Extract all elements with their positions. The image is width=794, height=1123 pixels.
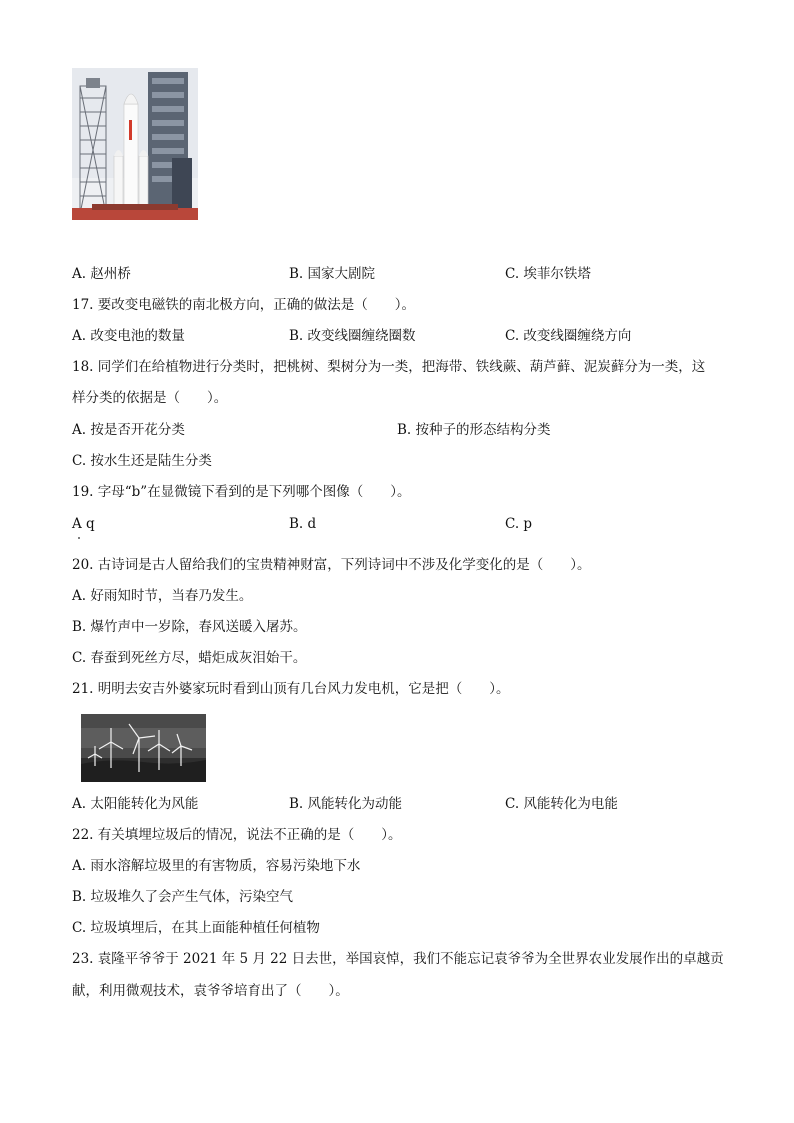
q21-option-b: B. 风能转化为动能 bbox=[289, 796, 403, 812]
wind-turbines-image bbox=[81, 714, 206, 782]
q19-stem: 19. 字母“b”在显微镜下看到的是下列哪个图像（ ）。 bbox=[72, 484, 411, 500]
q16-option-b: B. 国家大剧院 bbox=[289, 266, 376, 282]
q19-option-a: A q bbox=[72, 516, 95, 532]
rocket-launch-tower-image bbox=[72, 68, 198, 220]
q22-option-c: C. 垃圾填埋后，在其上面能种植任何植物 bbox=[72, 920, 320, 936]
q17-option-b: B. 改变线圈缠绕圈数 bbox=[289, 328, 416, 344]
q22-option-b: B. 垃圾堆久了会产生气体，污染空气 bbox=[72, 889, 294, 905]
q21-option-a: A. 太阳能转化为风能 bbox=[72, 796, 199, 812]
q19-option-c: C. p bbox=[505, 516, 533, 532]
q21-stem: 21. 明明去安吉外婆家玩时看到山顶有几台风力发电机，它是把（ ）。 bbox=[72, 681, 510, 697]
q20-option-c: C. 春蚕到死丝方尽，蜡炬成灰泪始干。 bbox=[72, 650, 307, 666]
q18-stem-line2: 样分类的依据是（ ）。 bbox=[72, 390, 228, 406]
q18-stem-line1: 18. 同学们在给植物进行分类时，把桃树、梨树分为一类，把海带、铁线蕨、葫芦藓、泥炭藓分为一类，这 bbox=[72, 359, 706, 375]
q16-option-a: A. 赵州桥 bbox=[72, 266, 131, 282]
stray-dot-mark bbox=[78, 537, 80, 539]
q16-option-c: C. 埃菲尔铁塔 bbox=[505, 266, 591, 282]
q17-option-c: C. 改变线圈缠绕方向 bbox=[505, 328, 632, 344]
q18-option-a: A. 按是否开花分类 bbox=[72, 422, 185, 438]
q18-option-b: B. 按种子的形态结构分类 bbox=[397, 422, 551, 438]
q21-option-c: C. 风能转化为电能 bbox=[505, 796, 618, 812]
q22-option-a: A. 雨水溶解垃圾里的有害物质，容易污染地下水 bbox=[72, 858, 361, 874]
q18-option-c: C. 按水生还是陆生分类 bbox=[72, 453, 212, 469]
q17-stem: 17. 要改变电磁铁的南北极方向，正确的做法是（ ）。 bbox=[72, 297, 416, 313]
q20-option-a: A. 好雨知时节，当春乃发生。 bbox=[72, 588, 253, 604]
q17-option-a: A. 改变电池的数量 bbox=[72, 328, 185, 344]
q19-option-b: B. d bbox=[289, 516, 317, 532]
q23-stem-line2: 献，利用微观技术，袁爷爷培育出了（ ）。 bbox=[72, 983, 349, 999]
q20-option-b: B. 爆竹声中一岁除，春风送暖入屠苏。 bbox=[72, 619, 307, 635]
q22-stem: 22. 有关填埋垃圾后的情况，说法不正确的是（ ）。 bbox=[72, 827, 402, 843]
q20-stem: 20. 古诗词是古人留给我们的宝贵精神财富，下列诗词中不涉及化学变化的是（ ）。 bbox=[72, 557, 591, 573]
q23-stem-line1: 23. 袁隆平爷爷于 2021 年 5 月 22 日去世，举国哀悼，我们不能忘记袁爷爷为全世界农业发展作出的卓越贡 bbox=[72, 951, 724, 967]
